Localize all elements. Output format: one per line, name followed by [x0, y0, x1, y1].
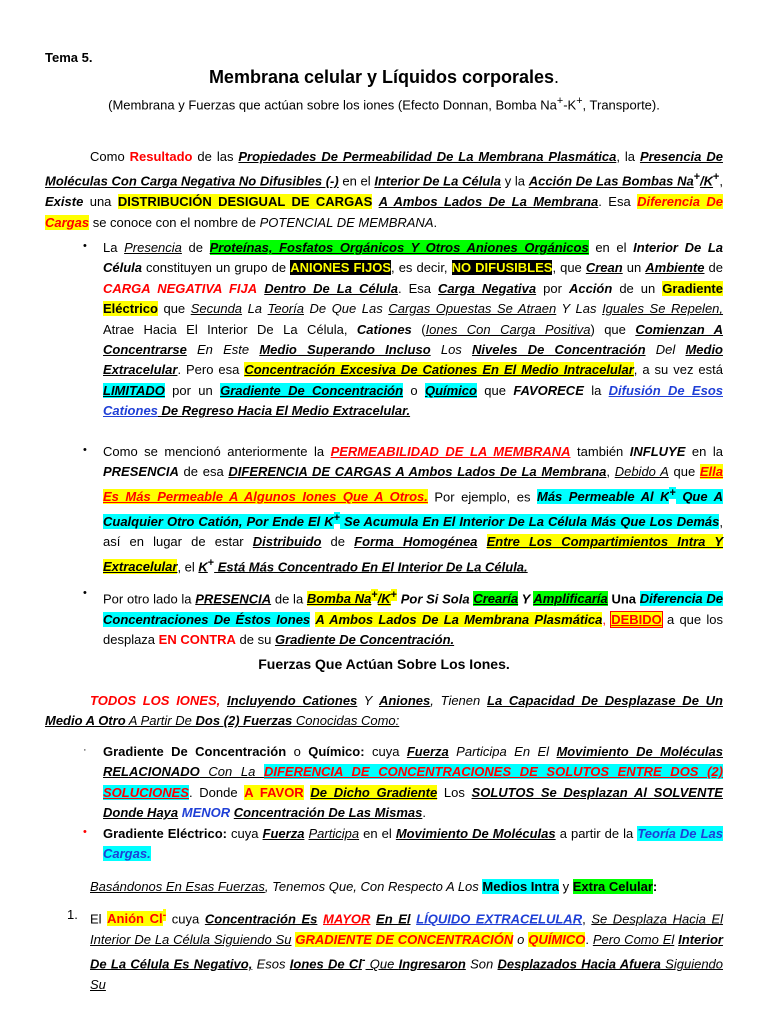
- text: de esa: [178, 464, 229, 480]
- text: . Donde: [188, 784, 245, 800]
- text: en el: [588, 240, 634, 255]
- text: Dentro De La Célula: [264, 280, 398, 296]
- text: en el: [359, 826, 396, 841]
- text: de: [321, 534, 355, 550]
- bullet-paragraph: [103, 824, 723, 865]
- text: o: [403, 382, 425, 398]
- text: un: [622, 260, 646, 276]
- highlighted-text: /K: [377, 591, 391, 607]
- text: .: [585, 931, 593, 947]
- text: de la: [271, 591, 307, 607]
- text: En Este: [186, 342, 260, 358]
- text: Participa En El: [448, 744, 557, 759]
- text: , el: [177, 559, 199, 575]
- highlighted-text: A Ambos Lados De La Membrana Plasmática: [315, 611, 603, 627]
- text: Presencia: [124, 240, 182, 255]
- dash-marker: ·: [83, 744, 87, 756]
- text: INFLUYE: [629, 444, 686, 459]
- text: Del: [645, 342, 686, 358]
- intro-paragraph: [45, 147, 723, 233]
- text: SOLUTOS Se Desplazan Al SOLVENTE: [471, 784, 723, 800]
- text: , Tienen: [430, 693, 487, 708]
- section-heading: Fuerzas Que Actúan Sobre Los Iones.: [258, 656, 510, 672]
- superscript: +: [669, 486, 676, 499]
- text: que: [668, 464, 700, 480]
- text: de un: [612, 280, 663, 296]
- text: PERMEABILIDAD DE LA MEMBRANA: [330, 444, 571, 459]
- text: Interior De La Célula: [374, 173, 502, 189]
- text: Donde Haya: [103, 805, 179, 821]
- text: . Esa: [598, 194, 638, 210]
- text: y la: [501, 173, 529, 189]
- text: o: [513, 931, 529, 947]
- highlighted-text: DISTRIBUCIÓN DESIGUAL DE CARGAS: [117, 194, 373, 210]
- subtitle-part: -K: [563, 97, 577, 113]
- text: una: [83, 194, 118, 210]
- text: Cationes: [356, 321, 412, 337]
- text: Siguiendo Su: [90, 956, 724, 992]
- highlighted-text: DEBIDO: [611, 611, 662, 627]
- text: se conoce con el nombre de: [89, 214, 260, 230]
- text: Difusión De Esos Cationes: [103, 382, 723, 419]
- bullet-paragraph: [103, 585, 723, 651]
- bullet-marker: •: [83, 587, 87, 599]
- text: :: [652, 879, 658, 894]
- text: En El: [376, 911, 411, 927]
- highlighted-text: De Dicho Gradiente: [310, 784, 438, 800]
- page-subtitle: [0, 95, 768, 112]
- forces-summary-paragraph: [90, 877, 723, 897]
- text: Químico:: [308, 744, 365, 759]
- text: , que: [552, 260, 586, 276]
- text: Distribuido: [252, 534, 322, 550]
- text: De Regreso Hacia El Medio Extracelular.: [157, 403, 411, 419]
- text: Concentración De Las Mismas: [233, 805, 423, 821]
- text: Presencia De Moléculas Con Carga Negativa No Difusibles (-): [45, 149, 723, 189]
- list-number: 1.: [67, 907, 78, 922]
- text: De Que Las: [303, 301, 389, 317]
- text: Los: [437, 784, 472, 800]
- text: Dos (2) Fuerzas: [195, 713, 293, 729]
- superscript: +: [713, 171, 720, 184]
- text: K: [198, 559, 208, 575]
- text: Gradiente De Concentración: [103, 744, 287, 759]
- text: .: [433, 214, 438, 230]
- title-period: .: [554, 67, 560, 87]
- text: Por Si Sola: [396, 591, 474, 607]
- text: Se Desplaza Hacia El Interior De La Célula Siguiendo Su: [90, 911, 724, 947]
- highlighted-text: Diferencia De Concentraciones De Éstos Iones: [103, 591, 723, 627]
- bullet-paragraph: [103, 742, 723, 824]
- text: A Ambos Lados De La Membrana: [378, 194, 599, 210]
- text: POTENCIAL DE MEMBRANA: [259, 214, 434, 230]
- bullet-marker: •: [83, 826, 87, 838]
- text: Medio Extracelular: [103, 342, 723, 378]
- text: La: [103, 240, 125, 255]
- bullet-marker: •: [83, 240, 87, 252]
- text: Que: [365, 956, 399, 972]
- text: Fuerza: [406, 744, 449, 759]
- text: Cargas Opuestas Se Atraen: [388, 301, 557, 317]
- text: ,: [719, 173, 723, 189]
- highlighted-text: NO DIFUSIBLES: [451, 260, 553, 276]
- forces-intro-paragraph: [45, 691, 723, 732]
- text: El: [90, 911, 108, 927]
- superscript: +: [333, 511, 341, 524]
- text: Movimiento De Moléculas: [395, 826, 556, 841]
- text: Forma Homogénea: [354, 534, 478, 550]
- text: Acción De Las Bombas Na: [528, 173, 694, 189]
- text: de su: [235, 632, 275, 648]
- highlighted-text: Teoría De Las Cargas.: [103, 826, 723, 862]
- text: MAYOR: [323, 911, 371, 927]
- text: LÍQUIDO EXTRACELULAR: [416, 911, 583, 927]
- highlighted-text: LIMITADO: [103, 382, 165, 398]
- text: Niveles De Concentración: [472, 342, 646, 358]
- highlighted-text: Se Acumula En El Interior De La Célula Más Que Los Demás: [340, 513, 720, 529]
- superscript: +: [556, 95, 564, 107]
- text: , la: [616, 149, 640, 164]
- text: Iones Con Carga Positiva: [425, 321, 591, 337]
- text: . Esa: [397, 280, 439, 296]
- text: PRESENCIA: [195, 591, 272, 607]
- topic-number: Tema 5.: [45, 50, 93, 65]
- text: en el: [338, 173, 375, 189]
- text: Como: [90, 149, 130, 164]
- text: Interior De La Célula Es Negativo,: [90, 931, 723, 972]
- highlighted-text: A FAVOR: [244, 784, 304, 800]
- text: Iones De Cl: [289, 956, 362, 972]
- text: por un: [164, 382, 221, 398]
- text: Basándonos En Esas Fuerzas: [90, 879, 265, 894]
- text: [220, 693, 227, 708]
- text: PRESENCIA: [103, 464, 179, 480]
- text: Interior De La Célula: [103, 240, 723, 276]
- text: Son: [465, 956, 498, 972]
- text: Debido A: [614, 464, 669, 480]
- highlighted-text: Gradiente Eléctrico: [103, 280, 723, 317]
- highlighted-text: Proteínas, Fosfatos Orgánicos Y Otros Aniones Orgánicos: [209, 240, 589, 255]
- text: Existe: [45, 194, 84, 210]
- text: Concentración Es: [204, 911, 318, 927]
- text: Iguales Se Repelen,: [602, 301, 724, 317]
- highlighted-text: Extra Celular: [572, 879, 653, 894]
- highlighted-text: Bomba Na: [306, 591, 372, 607]
- text: Desplazados Hacia Afuera: [497, 956, 661, 972]
- text: [477, 534, 486, 549]
- highlighted-text: Que A Cualquier Otro Catión, Por Ende El K: [103, 489, 724, 529]
- text: Como se mencionó anteriormente la: [103, 444, 331, 459]
- superscript: +: [390, 589, 397, 601]
- text: , Tenemos Que, Con Respecto A Los: [264, 879, 483, 894]
- text: , a su vez está: [633, 362, 723, 378]
- numbered-item: [90, 905, 723, 995]
- text: Propiedades De Permeabilidad De La Membrana Plasmática: [238, 149, 617, 164]
- superscript: -: [361, 954, 366, 967]
- text: Gradiente Eléctrico:: [103, 826, 227, 841]
- text: Por ejemplo, es: [427, 489, 537, 505]
- superscript: +: [576, 95, 583, 107]
- title-text: Membrana celular y Líquidos corporales: [208, 67, 555, 87]
- text: que: [476, 382, 514, 398]
- bullet-paragraph: [103, 238, 723, 422]
- text: Incluyendo Cationes: [227, 693, 358, 708]
- subtitle-part: , Transporte).: [582, 97, 660, 113]
- text: Crean: [585, 260, 623, 276]
- text: Acción: [568, 280, 613, 296]
- highlighted-text: Más Permeable Al K: [537, 489, 670, 505]
- text: CARGA NEGATIVA FIJA: [103, 280, 258, 296]
- text: Los: [430, 342, 472, 358]
- text: Resultado: [129, 149, 193, 164]
- text: MENOR: [181, 805, 231, 821]
- text: Secunda: [190, 301, 243, 317]
- text: ,: [602, 611, 612, 627]
- highlighted-text: Medios Intra: [482, 879, 559, 894]
- text: constituyen un grupo de: [142, 260, 291, 276]
- text: ,: [606, 464, 615, 480]
- highlighted-text: QUÍMICO: [528, 931, 586, 947]
- text: Medio Superando Incluso: [259, 342, 431, 358]
- text: que: [157, 301, 191, 317]
- text: Comienzan A Concentrarse: [103, 321, 724, 358]
- highlighted-text: ANIONES FIJOS: [290, 260, 392, 276]
- text: Y Las: [556, 301, 603, 317]
- text: Ambiente: [645, 260, 705, 276]
- text: TODOS LOS IONES,: [90, 693, 221, 708]
- text: , así en lugar de estar: [103, 513, 723, 550]
- superscript: +: [693, 171, 701, 184]
- text: , es decir,: [391, 260, 452, 276]
- text: la: [583, 382, 609, 398]
- text: también: [570, 444, 630, 459]
- superscript: +: [371, 589, 378, 601]
- text: Teoría: [267, 301, 304, 317]
- text: Atrae Hacia El Interior De La Célula,: [103, 321, 357, 337]
- text: Esos: [252, 956, 290, 972]
- highlighted-text: Gradiente De Concentración: [220, 382, 404, 398]
- text: Pero Como El: [592, 931, 675, 947]
- text: de: [704, 260, 724, 276]
- text: Ingresaron: [398, 956, 466, 972]
- text: cuya: [364, 744, 407, 759]
- text: por: [536, 280, 569, 296]
- highlighted-text: Diferencia De Cargas: [45, 194, 723, 230]
- highlighted-text: Entre Los Compartimientos Intra Y Extracelular: [103, 534, 723, 575]
- text: Y: [518, 591, 534, 607]
- highlighted-text: GRADIENTE DE CONCENTRACIÓN: [295, 931, 514, 947]
- page-title: [0, 67, 768, 88]
- superscript: +: [207, 556, 215, 569]
- text: Participa: [308, 826, 360, 841]
- highlighted-text: Químico: [424, 382, 477, 398]
- highlighted-text: DIFERENCIA DE CONCENTRACIONES DE SOLUTOS ENTRE DOS (2) SOLUCIONES: [103, 764, 723, 800]
- text: Por otro lado la: [103, 591, 196, 607]
- bullet-marker: •: [83, 444, 87, 456]
- subtitle-part: (Membrana y Fuerzas que actúan sobre los iones (Efecto Donnan, Bomba Na: [108, 97, 557, 113]
- text: o: [286, 744, 309, 759]
- text: Con La: [199, 764, 264, 780]
- text: Movimiento De Moléculas RELACIONADO: [103, 744, 723, 780]
- text: ,: [582, 911, 592, 927]
- text: EN CONTRA: [158, 632, 236, 648]
- text: ) que: [590, 321, 636, 337]
- bullet-paragraph: [103, 442, 723, 577]
- text: cuya: [166, 911, 205, 927]
- text: Gradiente De Concentración.: [274, 632, 455, 648]
- highlighted-text: Anión Cl: [107, 911, 163, 927]
- text: Aniones: [378, 693, 431, 708]
- text: . Pero esa: [177, 362, 245, 378]
- highlighted-text: Amplificaría: [533, 591, 608, 607]
- text: Fuerza: [262, 826, 305, 841]
- text: Conocidas Como:: [292, 713, 400, 729]
- text: de las: [192, 149, 239, 164]
- text: Y: [357, 693, 379, 708]
- highlighted-text: Concentración Excesiva De Cationes En El Medio Intracelular: [244, 362, 634, 378]
- highlighted-text: Crearía: [473, 591, 519, 607]
- text: Una: [607, 591, 640, 607]
- text: Está Más Concentrado En El Interior De La Célula.: [214, 559, 528, 575]
- text: /K: [700, 173, 714, 189]
- superscript: -: [162, 909, 167, 921]
- text: en la: [685, 444, 723, 459]
- text: La Capacidad De Desplazase De Un Medio A Otro: [45, 693, 723, 729]
- text: A Partir De: [125, 713, 196, 729]
- text: DIFERENCIA DE CARGAS A Ambos Lados De La Membrana: [228, 464, 607, 480]
- text: (: [411, 321, 426, 337]
- text: FAVORECE: [513, 382, 584, 398]
- text: .: [422, 805, 426, 821]
- text: cuya: [226, 826, 263, 841]
- text: a partir de la: [555, 826, 638, 841]
- text: Carga Negativa: [438, 280, 537, 296]
- text: a que los desplaza: [103, 611, 723, 648]
- highlighted-text: Ella Es Más Permeable A Algunos Iones Que A Otros.: [103, 464, 724, 505]
- text: y: [558, 879, 573, 894]
- text: de: [181, 240, 210, 255]
- text: La: [242, 301, 268, 317]
